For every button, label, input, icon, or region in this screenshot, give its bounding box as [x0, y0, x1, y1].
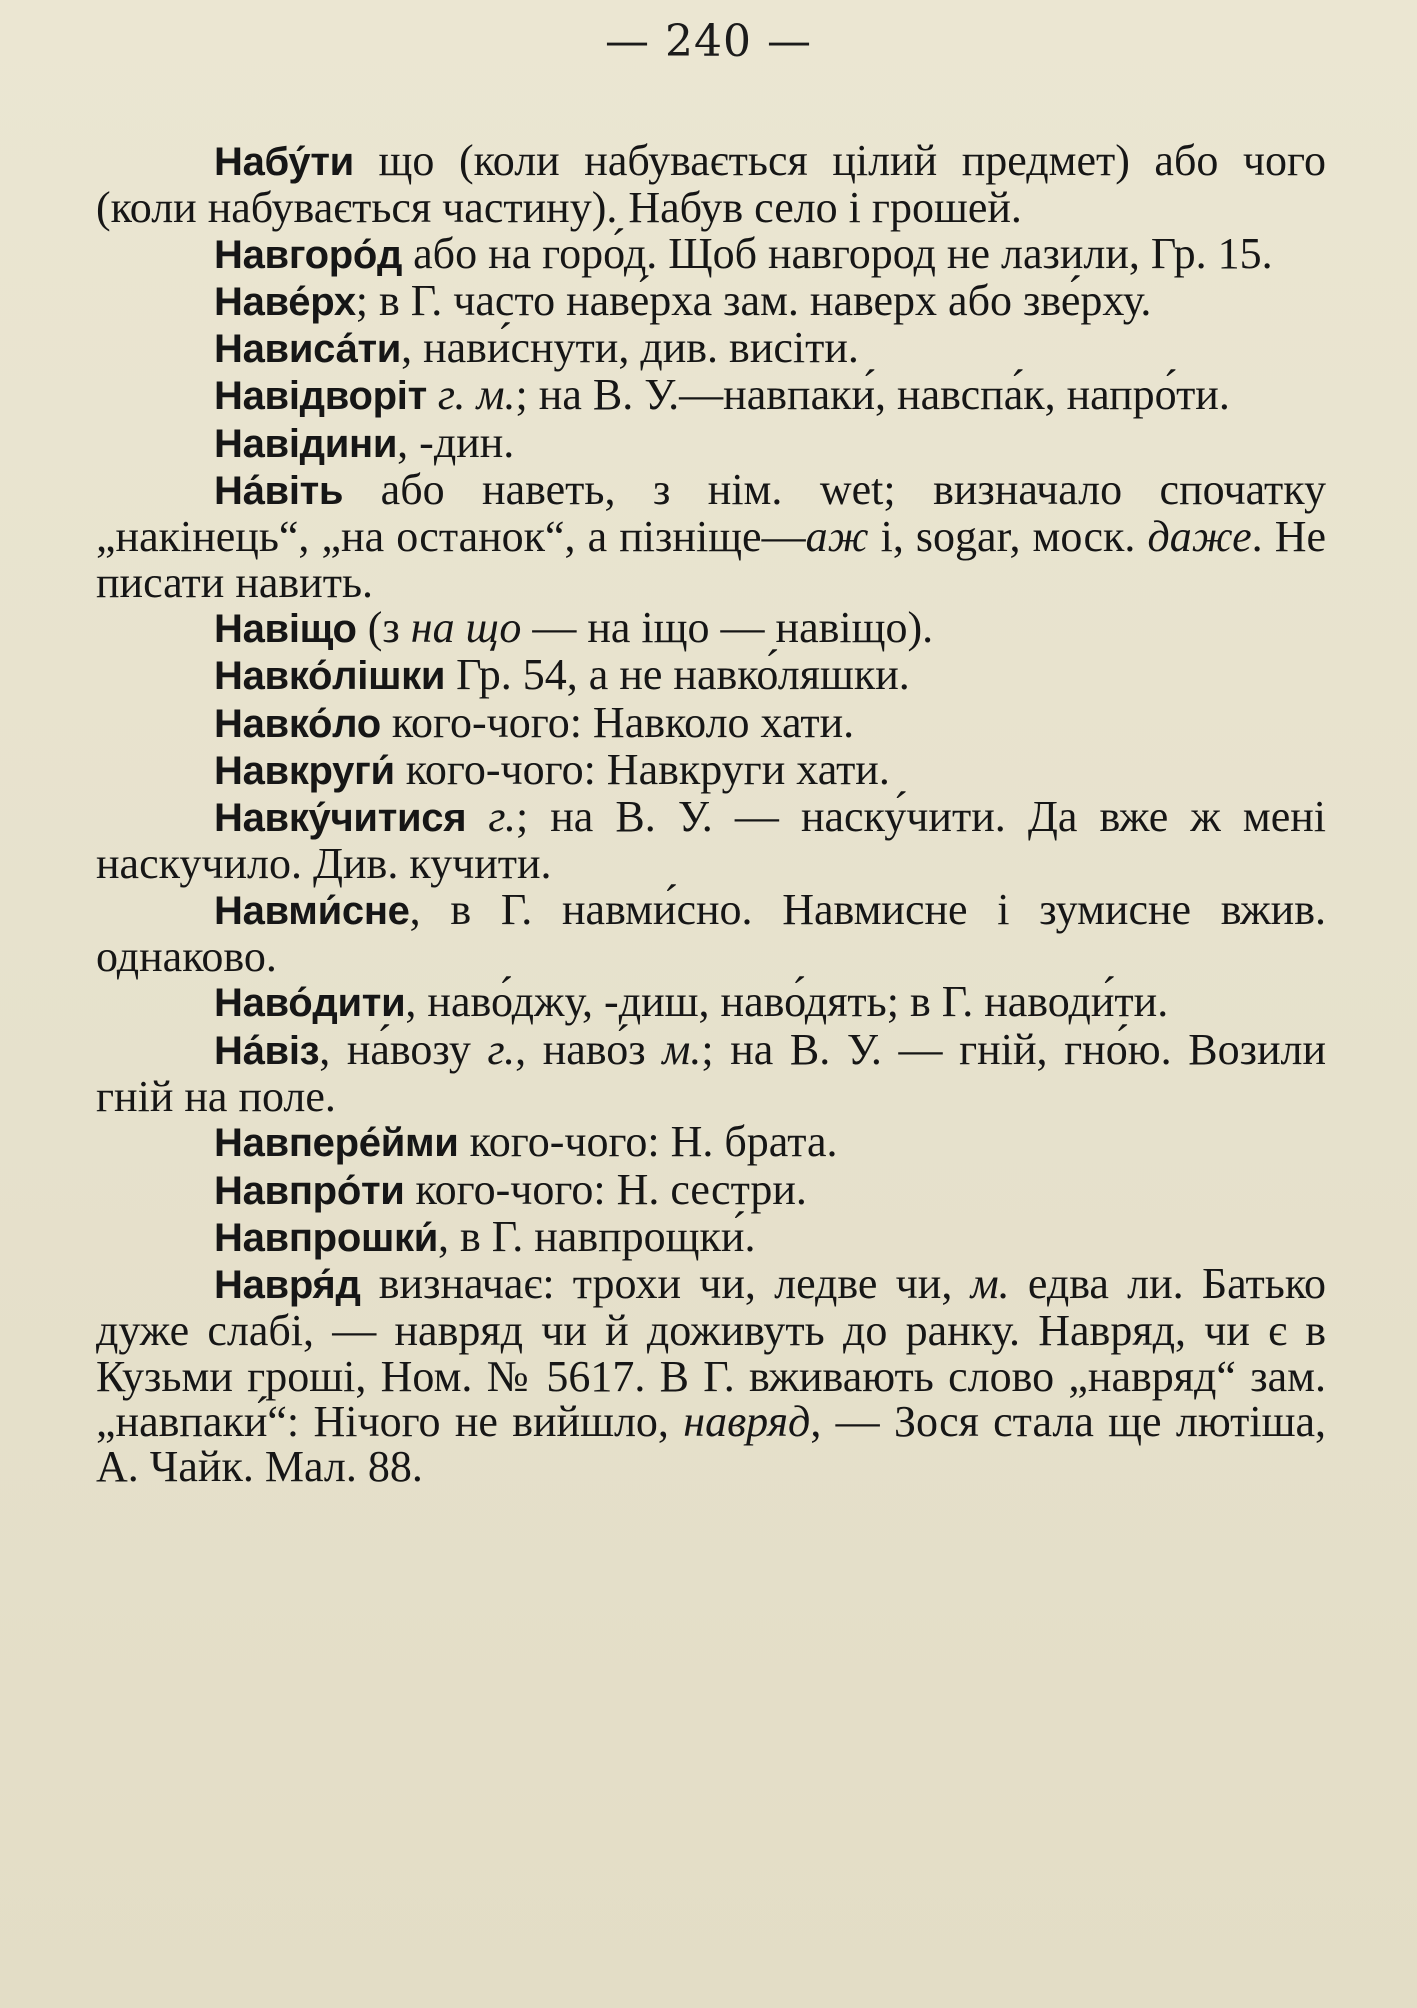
italic-word: даже: [1147, 512, 1252, 562]
definition-part: ; на В. У. — наску́чити. Да вже ж мені наскучило. Див. кучити.: [96, 792, 1326, 889]
entry-navproshky: [96, 1211, 1326, 1261]
entry-navidyny: [96, 417, 1326, 467]
grammar-mark: м.: [970, 1259, 1010, 1309]
entry-navkuchytysia: [96, 794, 1326, 887]
entry-nabuty: [96, 138, 1326, 231]
definition-part: . Не писати навить.: [96, 512, 1326, 607]
headword: Навпере́йми: [214, 1121, 459, 1166]
definition: кого-чого: Навкруги хати.: [394, 744, 890, 794]
definition: кого-чого: Н. брата.: [458, 1117, 838, 1167]
definition-part: [427, 370, 438, 419]
definition: , в Г. навми́сно. Навмисне і зумисне вжив. однаково.: [96, 884, 1326, 982]
page-number: — 240 —: [605, 16, 812, 67]
entry-navishcho: [96, 602, 1326, 652]
entry-naviz: [96, 1024, 1326, 1121]
definition-part: едва ли. Батько дуже слабі, — навряд чи й доживуть до ранку. Навряд, чи є в Кузьми гроші, Ном. № 5617. В Г. вживають слово „навряд“ зам. „навпаки́“: Нічого не вийшло,: [96, 1259, 1326, 1447]
italic-word: на що: [410, 602, 522, 652]
headword: Навко́ло: [214, 701, 381, 746]
headword: Наво́дити: [214, 981, 406, 1026]
headword: Навпро́ти: [214, 1168, 405, 1213]
entry-navidvorit: [96, 372, 1326, 419]
entry-navpereimy: [96, 1119, 1326, 1166]
entry-navkruhy: [96, 744, 1326, 794]
headword: На́віть: [214, 469, 344, 514]
italic-word: аж: [805, 512, 869, 562]
definition: , нави́снути, див. висіти.: [401, 323, 859, 373]
headword: Навку́читися: [214, 796, 467, 841]
entry-navproty: [96, 1164, 1326, 1214]
entry-navit: [96, 467, 1326, 605]
definition: , в Г. навпрощки́.: [438, 1211, 756, 1261]
headword: Нависа́ти: [214, 327, 402, 372]
headword: Набу́ти: [214, 140, 354, 184]
headword: Навіщо: [214, 606, 357, 651]
definition-part: , наво́з: [515, 1024, 663, 1074]
definition-part: , на́возу: [319, 1024, 488, 1074]
headword: Навми́сне: [214, 888, 410, 933]
definition-part: і, sogar, моск.: [868, 512, 1148, 562]
definition: , -дин.: [397, 417, 515, 467]
entry-navkolishky: [96, 652, 1326, 699]
entry-navriad: [96, 1259, 1326, 1492]
headword: Навко́лішки: [214, 654, 446, 699]
entry-navodyty: [96, 979, 1326, 1026]
definition: кого-чого: Н. сестри.: [404, 1164, 807, 1214]
definition: або на горо́д. Щоб навгород не лазили, Гр. 15.: [402, 228, 1273, 278]
headword: На́віз: [214, 1028, 320, 1073]
dictionary-text: [96, 138, 1326, 1490]
definition-part: або наветь, з нім. wet; визначало спочатку „накінець“, „на останок“, а пізніще—: [96, 465, 1326, 562]
entry-navhorod: [96, 228, 1326, 278]
entry-navkolo: [96, 697, 1326, 747]
definition: , наво́джу, -диш, наво́дять; в Г. наводи́ти.: [405, 977, 1169, 1027]
grammar-mark: г.: [487, 1024, 516, 1074]
definition: кого-чого: Навколо хати.: [380, 697, 855, 747]
grammar-mark: г.: [488, 792, 516, 842]
definition-part: (з: [356, 602, 411, 652]
headword: Навідини: [214, 421, 398, 466]
entry-navysaty: [96, 325, 1326, 372]
definition-part: , — Зося стала ще лютіша, А. Чайк. Мал. 88.: [96, 1397, 1326, 1492]
definition: що (коли набувається цілий предмет) або чого (коли набувається частину). Набув село і грошей.: [96, 136, 1326, 233]
headword: Навідворіт: [214, 374, 427, 419]
definition-part: — на іщо — навіщо).: [521, 602, 934, 652]
headword: Навкруги́: [214, 748, 395, 793]
entry-navmysne: [96, 884, 1326, 982]
definition-part: ; на В. У. — гній, гно́ю. Возили гній на поле.: [96, 1024, 1326, 1121]
entry-naverkh: [96, 275, 1326, 325]
definition: ; в Г. часто наве́рха зам. наверх або зве́рху.: [355, 275, 1152, 325]
definition-part: визначає: трохи чи, ледве чи,: [360, 1259, 971, 1309]
definition-part: ; на В. У.—навпаки́, навспа́к, напро́ти.: [515, 370, 1230, 420]
headword: Наве́рх: [214, 279, 356, 324]
headword: Навпрошки́: [214, 1215, 438, 1260]
definition: Гр. 54, а не навко́ляшки.: [445, 650, 910, 700]
grammar-mark: г. м.: [437, 370, 516, 420]
headword: Навря́д: [214, 1263, 361, 1308]
grammar-mark: м.: [662, 1024, 702, 1074]
headword: Навгоро́д: [214, 232, 403, 277]
italic-word: навряд: [683, 1397, 811, 1447]
definition-part: [466, 792, 488, 841]
